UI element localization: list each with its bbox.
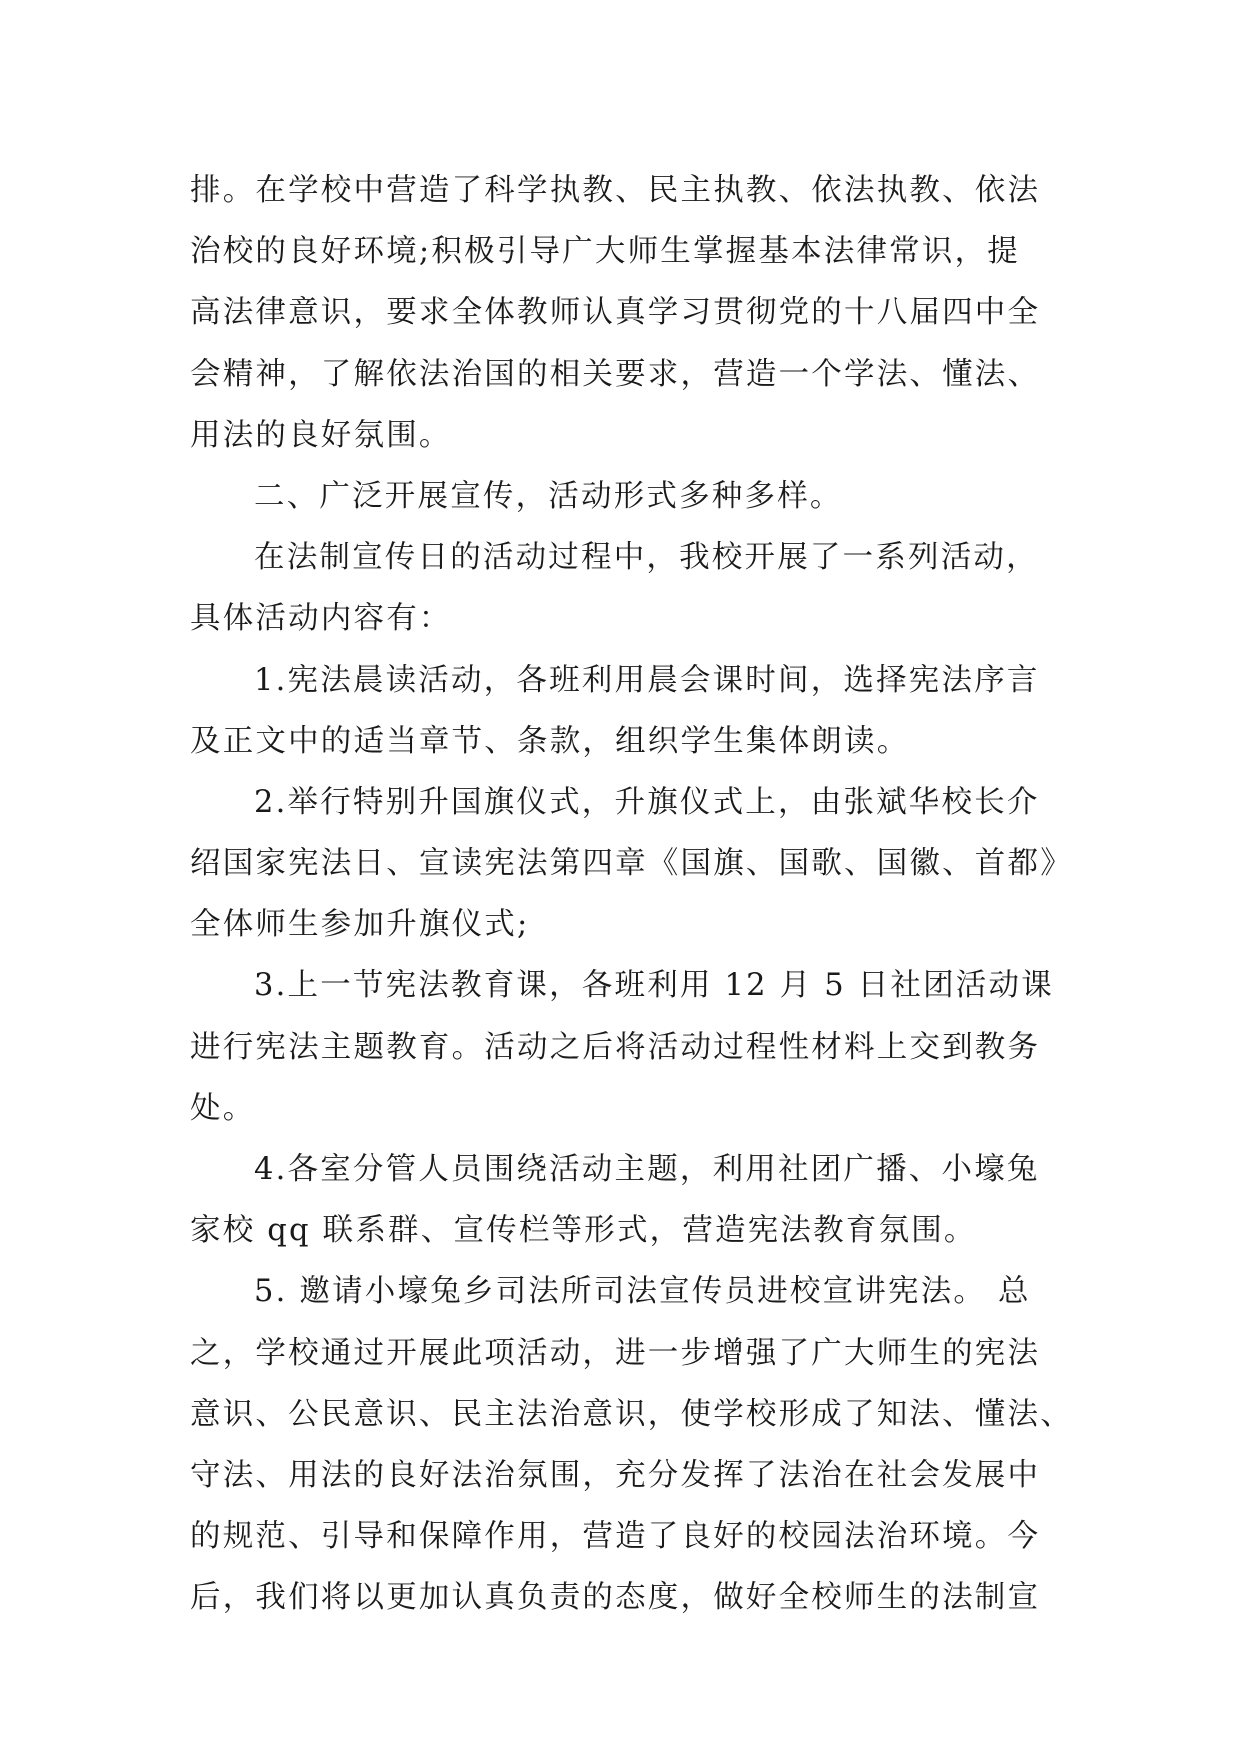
text-line: 具体活动内容有：: [190, 601, 452, 637]
text-line: 2.举行特别升国旗仪式，升旗仪式上，由张斌华校长介: [254, 784, 1040, 820]
text-line: 1.宪法晨读活动，各班利用晨会课时间，选择宪法序言: [254, 662, 1040, 698]
text-line: 用法的良好氛围。: [190, 417, 452, 453]
text-line: 4.各室分管人员围绕活动主题，利用社团广播、小壕兔: [254, 1152, 1040, 1187]
text-line: 的规范、引导和保障作用，营造了良好的校园法治环境。今: [190, 1519, 1041, 1555]
text-line: 处。: [190, 1090, 256, 1126]
text-line: 及正文中的适当章节、条款，组织学生集体朗读。: [190, 723, 910, 759]
text-line: 高法律意识，要求全体教师认真学习贯彻党的十八届四中全: [190, 295, 1041, 331]
text-line: 3.上一节宪法教育课，各班利用 12 月 5 日社团活动课: [254, 968, 1054, 1004]
text-line: 5. 邀请小壕兔乡司法所司法宣传员进校宣讲宪法。 总: [254, 1274, 1031, 1310]
text-line: 治校的良好环境;积极引导广大师生掌握基本法律常识，提: [190, 234, 1020, 270]
document-body: [190, 160, 1073, 1629]
text-line: 守法、用法的良好法治氛围，充分发挥了法治在社会发展中: [190, 1457, 1041, 1493]
text-line: 在法制宣传日的活动过程中，我校开展了一系列活动，: [254, 540, 1039, 576]
text-line: 意识、公民意识、民主法治意识，使学校形成了知法、懂法、: [190, 1396, 1073, 1432]
text-line: 进行宪法主题教育。活动之后将活动过程性材料上交到教务: [190, 1029, 1041, 1065]
text-line: 后，我们将以更加认真负责的态度，做好全校师生的法制宣: [190, 1580, 1041, 1616]
text-line: 绍国家宪法日、宣读宪法第四章《国旗、国歌、国徽、首都》: [190, 846, 1073, 882]
text-line: 排。在学校中营造了科学执教、民主执教、依法执教、依法: [190, 173, 1041, 208]
text-line: 全体师生参加升旗仪式;: [190, 907, 530, 943]
text-line: 家校 qq 联系群、宣传栏等形式，营造宪法教育氛围。: [190, 1213, 977, 1249]
text-line: 之，学校通过开展此项活动，进一步增强了广大师生的宪法: [190, 1335, 1041, 1371]
text-line: 二、广泛开展宣传，活动形式多种多样。: [254, 478, 843, 514]
text-line: 会精神，了解依法治国的相关要求，营造一个学法、懂法、: [190, 356, 1041, 392]
